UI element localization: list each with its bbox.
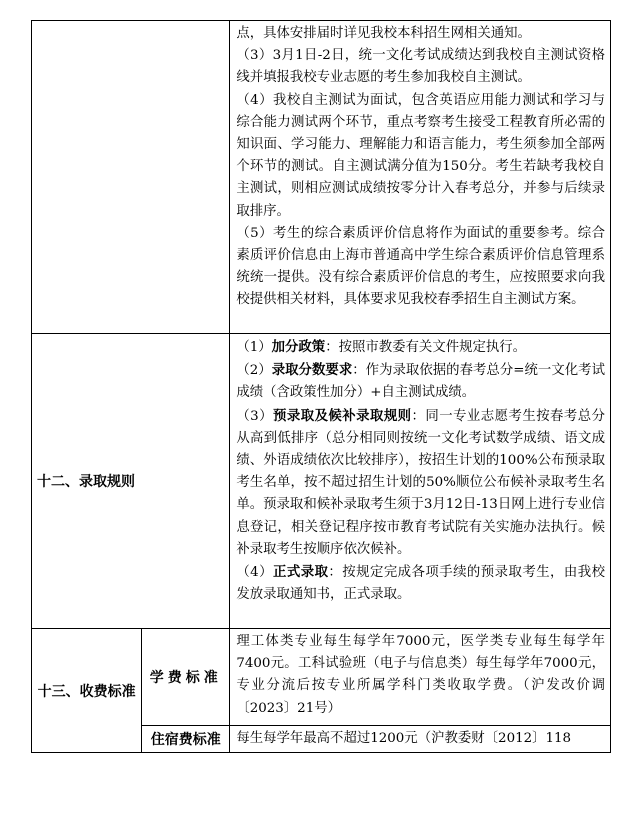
rule-text: ：按规定完成各项手续的预录取考生，由我校发放录取通知书，正式录取。 (236, 565, 605, 603)
rule-heading: 正式录取 (273, 564, 329, 581)
test-arrangement-cell (230, 21, 611, 334)
fee-standard-label: 十三、收费标准 (32, 629, 142, 753)
admission-rules-label: 十二、录取规则 (32, 334, 230, 629)
rule-prefix: （2） (236, 363, 272, 379)
rule-item-1 (236, 336, 605, 359)
rule-heading: 录取分数要求 (271, 362, 353, 379)
rule-heading: 加分政策 (271, 339, 326, 355)
table-row-test-arrangement (32, 21, 611, 334)
dormitory-fee-text: 每生每学年最高不超过1200元（沪教委财〔2012〕118 (236, 731, 572, 746)
tuition-text: 理工体类专业每生每学年7000元，医学类专业每生每学年7400元。工科试验班（电子与信息类）每生每学年7000元，专业分流后按专业所属学科门类收取学费。（沪发改价调〔2023〕21号） (236, 634, 605, 716)
arrangement-line-3: （4）我校自主测试为面试，包含英语应用能力测试和学习与综合能力测试两个环节，重点考察考生接受工程教育所必需的知识面、学习能力、理解能力和语言能力，考生须参加全部两个环节的测试。自主测试满分值为150分。考生若缺考我校自主测试，则相应测试成绩按零分计入春考总分，并参与后续录取排序。 (236, 92, 605, 219)
dormitory-fee-cell (230, 726, 611, 753)
arrangement-line-1: 点，具体安排届时详见我校本科招生网相关通知。 (236, 26, 531, 41)
rule-item-3 (236, 405, 605, 561)
rule-prefix: （4） (236, 565, 274, 581)
admission-rules-cell (230, 334, 611, 629)
rule-text: ：作为录取依据的春考总分=统一文化考试成绩（含政策性加分）+自主测试成绩。 (236, 363, 605, 401)
rule-item-4 (236, 561, 605, 606)
rule-heading: 预录取及候补录取规则 (273, 407, 412, 424)
arrangement-line-2: （3）3月1日-2日，统一文化考试成绩达到我校自主测试资格线并填报我校专业志愿的考生参加我校自主测试。 (236, 48, 605, 86)
tuition-label: 学费标准 (142, 629, 230, 726)
rule-prefix: （3） (236, 408, 274, 424)
rule-text: ：同一专业志愿考生按春考总分从高到低排序（总分相同则按统一文化考试数学成绩、语文成绩、外语成绩依次比较排序），按招生计划的100%公布预录取考生名单，按不超过招生计划的50%顺位公布候补录取考生名单。预录取和候补录取考生须于3月12日-13日网上进行专业信息登记，相关登记程序按市教育考试院有关实施办法执行。候补录取考生按顺序依次候补。 (236, 408, 605, 557)
rule-prefix: （1） (236, 340, 272, 355)
admission-table (31, 20, 611, 753)
rule-item-2 (236, 359, 605, 404)
dormitory-fee-label: 住宿费标准 (142, 726, 230, 753)
arrangement-line-4: （5）考生的综合素质评价信息将作为面试的重要参考。综合素质评价信息由上海市普通高中学生综合素质评价信息管理系统统一提供。没有综合素质评价信息的考生，应按照要求向我校提供相关材料，具体要求见我校春季招生自主测试方案。 (236, 225, 605, 308)
empty-label-cell (32, 21, 230, 334)
table-row-tuition (32, 629, 611, 726)
tuition-cell (230, 629, 611, 726)
rule-text: ：按照市教委有关文件规定执行。 (325, 340, 527, 355)
table-row-admission-rules (32, 334, 611, 629)
